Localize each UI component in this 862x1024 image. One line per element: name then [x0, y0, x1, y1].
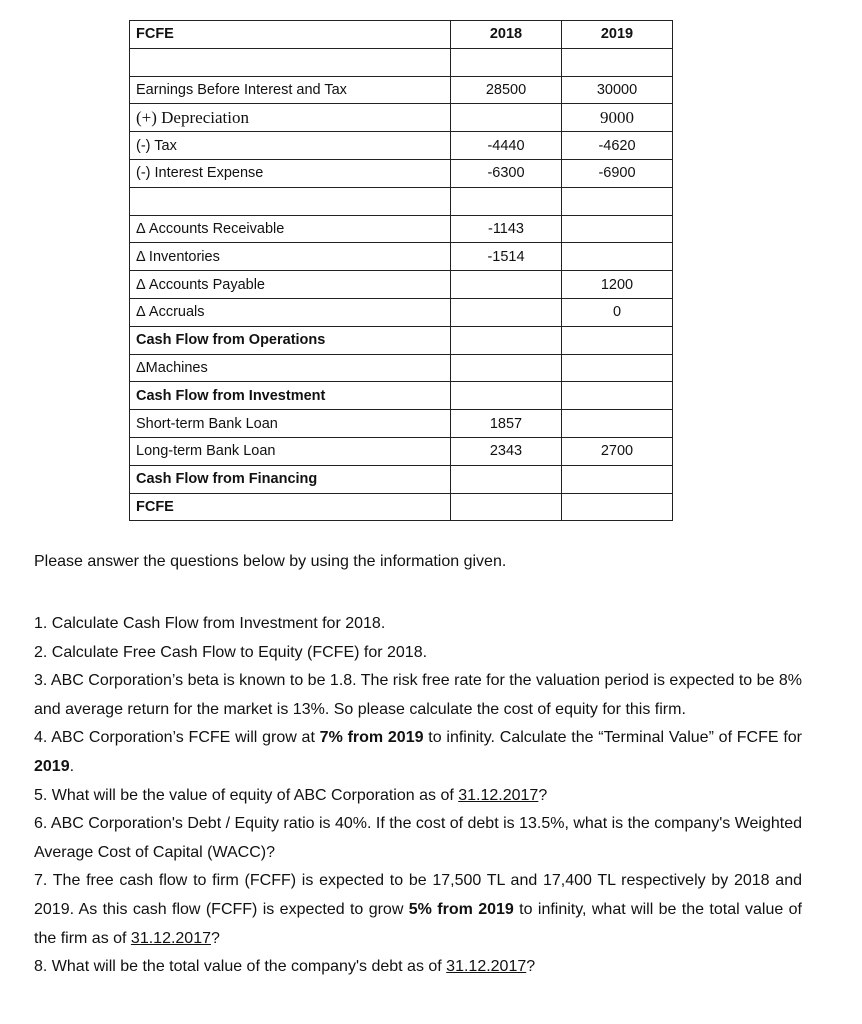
row-label: Short-term Bank Loan [130, 410, 451, 438]
row-label: Δ Accruals [130, 298, 451, 326]
table-row [130, 465, 673, 493]
row-label: Cash Flow from Financing [130, 465, 451, 493]
value-2019 [562, 48, 673, 76]
value-2019 [562, 215, 673, 243]
question-text: ? [211, 929, 220, 947]
question-text: 4. ABC Corporation’s FCFE will grow at [34, 729, 320, 747]
value-2019: 9000 [562, 104, 673, 132]
value-2018 [451, 382, 562, 410]
question-text: . [69, 757, 75, 775]
value-2019: -4620 [562, 132, 673, 160]
value-2018 [451, 493, 562, 521]
table-row [130, 159, 673, 187]
question-emphasis: 2019 [34, 757, 70, 775]
value-2019 [562, 243, 673, 271]
value-2018 [451, 354, 562, 382]
question-text: to infinity, what will be the total value of the firm as of [34, 900, 802, 947]
table-row [130, 243, 673, 271]
table-row [130, 132, 673, 160]
header-2018: 2018 [451, 21, 562, 49]
table-row [130, 298, 673, 326]
row-label: Long-term Bank Loan [130, 437, 451, 465]
question-date: 31.12.2017 [130, 929, 211, 947]
value-2019: 1200 [562, 271, 673, 299]
value-2018: -1143 [451, 215, 562, 243]
table-row [130, 76, 673, 104]
question-emphasis: 5% from 2019 [408, 900, 514, 918]
value-2018: -1514 [451, 243, 562, 271]
table-row [130, 437, 673, 465]
question-text: 5. What will be the value of equity of ABC Corporation as of [34, 786, 459, 804]
table-row [130, 187, 673, 215]
value-2018 [451, 48, 562, 76]
value-2018 [451, 465, 562, 493]
question-text: 7. The free cash flow to firm (FCFF) is expected to be 17,500 TL and 17,400 TL respectively by 2018 and 2019. As this cash flow (FCFF) is expected to grow [34, 872, 802, 918]
value-2019 [562, 465, 673, 493]
value-2019: 2700 [562, 437, 673, 465]
row-label: Cash Flow from Operations [130, 326, 451, 354]
table-row [130, 104, 673, 132]
value-2018 [451, 187, 562, 215]
value-2018 [451, 326, 562, 354]
value-2018 [451, 104, 562, 132]
value-2019: 0 [562, 298, 673, 326]
value-2019 [562, 382, 673, 410]
value-2018: -4440 [451, 132, 562, 160]
value-2018: 28500 [451, 76, 562, 104]
value-2018 [451, 298, 562, 326]
row-label: (-) Tax [130, 132, 451, 160]
value-2019 [562, 410, 673, 438]
row-label: Δ Accounts Receivable [130, 215, 451, 243]
row-label: Δ Inventories [130, 243, 451, 271]
value-2019 [562, 493, 673, 521]
question-2: 2. Calculate Free Cash Flow to Equity (FCFE) for 2018. [34, 643, 428, 661]
value-2019: 30000 [562, 76, 673, 104]
table-row [130, 354, 673, 382]
question-7 [34, 867, 802, 953]
question-text: 8. What will be the total value of the company's debt as of [34, 958, 447, 976]
row-label: ΔMachines [130, 354, 451, 382]
question-text: to infinity. Calculate the “Terminal Value” of FCFE for [423, 729, 803, 747]
fcfe-table [129, 20, 673, 521]
value-2018: 1857 [451, 410, 562, 438]
value-2018: 2343 [451, 437, 562, 465]
question-6: 6. ABC Corporation's Debt / Equity ratio is 40%. If the cost of debt is 13.5%, what is the company's Weighted Average Cost of Capital (WACC)? [34, 815, 802, 861]
question-text: ? [538, 786, 548, 804]
question-list [34, 610, 802, 982]
table-row [130, 493, 673, 521]
question-date: 31.12.2017 [446, 958, 527, 976]
header-label: FCFE [130, 21, 451, 49]
instructions-text: Please answer the questions below by using the information given. [34, 553, 507, 570]
table-row [130, 215, 673, 243]
row-label [130, 48, 451, 76]
table-row [130, 326, 673, 354]
value-2019 [562, 354, 673, 382]
value-2019 [562, 187, 673, 215]
value-2019 [562, 326, 673, 354]
row-label [130, 187, 451, 215]
question-4 [34, 724, 802, 781]
question-text: ? [526, 958, 536, 976]
header-2019: 2019 [562, 21, 673, 49]
value-2019: -6900 [562, 159, 673, 187]
value-2018 [451, 271, 562, 299]
value-2018: -6300 [451, 159, 562, 187]
table-row [130, 48, 673, 76]
row-label: Earnings Before Interest and Tax [130, 76, 451, 104]
question-5 [34, 782, 802, 811]
question-date: 31.12.2017 [458, 786, 539, 804]
row-label: Δ Accounts Payable [130, 271, 451, 299]
question-emphasis: 7% from 2019 [319, 729, 424, 747]
question-1: 1. Calculate Cash Flow from Investment for 2018. [34, 615, 386, 632]
table-row [130, 271, 673, 299]
table-row [130, 410, 673, 438]
row-label: (+) Depreciation [130, 104, 451, 132]
table-header-row [130, 21, 673, 49]
row-label: FCFE [130, 493, 451, 521]
row-label: (-) Interest Expense [130, 159, 451, 187]
question-3: 3. ABC Corporation’s beta is known to be 1.8. The risk free rate for the valuation period is expected to be 8% and average return for the market is 13%. So please calculate the cost of equity for this firm. [34, 672, 802, 718]
question-8 [34, 953, 802, 982]
row-label: Cash Flow from Investment [130, 382, 451, 410]
table-row [130, 382, 673, 410]
